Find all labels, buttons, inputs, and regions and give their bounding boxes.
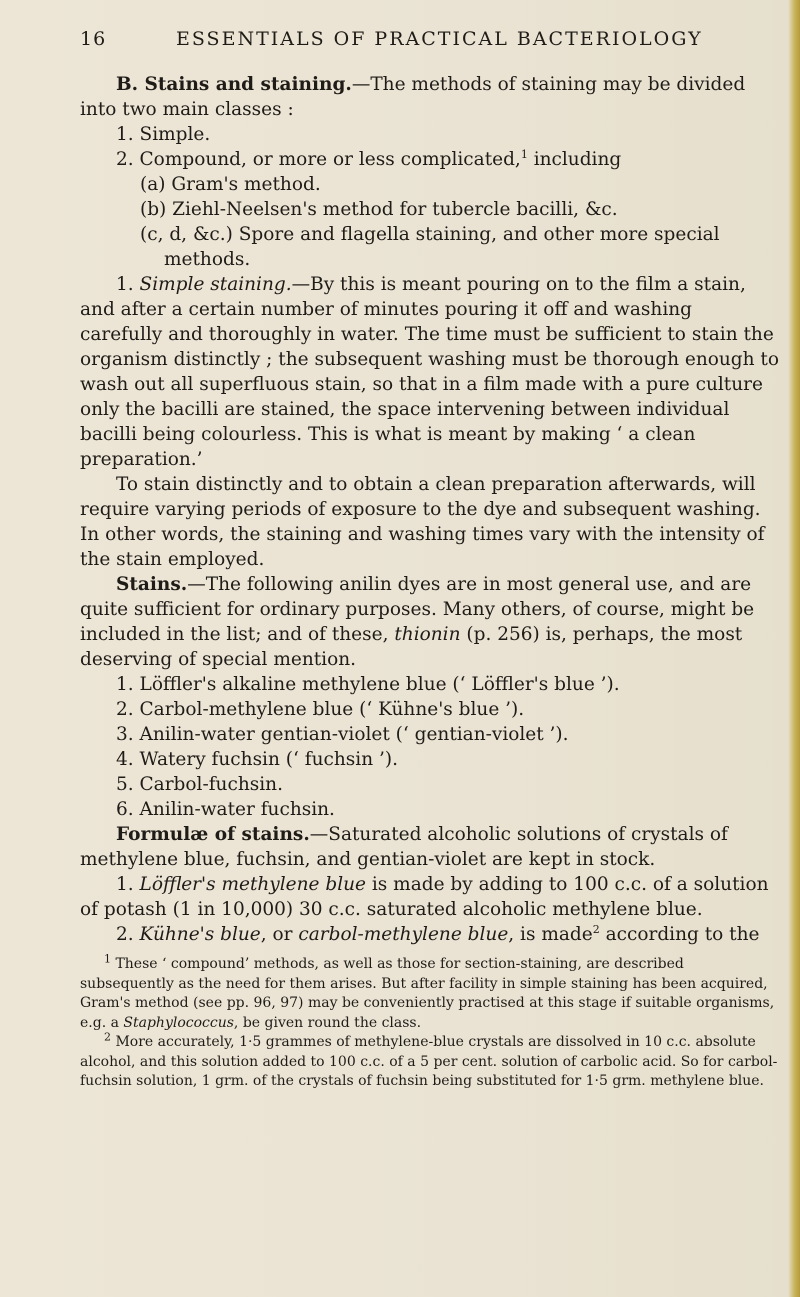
- formula-2-tail: according to the: [599, 924, 760, 945]
- class-compound-tail: including: [527, 149, 622, 170]
- class-compound: [80, 147, 780, 172]
- formula-kuhne: [80, 922, 780, 947]
- footnote-1-text: These ‘ compound’ methods, as well as those for section-staining, are described subsequently as the need for them arises. But after facility in simple staining has been acquired, Gram's method (see pp. 96, 97) may be conveniently practised at this stage if suitable organisms, e.g. a: [80, 956, 775, 1031]
- formula-1-name: Löffler's methylene blue: [139, 874, 366, 895]
- footnote-2: [80, 1030, 780, 1092]
- formula-1-num: 1.: [116, 874, 140, 895]
- class-compound-a: (a) Gram's method.: [140, 174, 321, 195]
- formula-1-text: is made by adding to 100 c.c. of a solution of potash (1 in 10,000) 30 c.c. saturated alcoholic methylene blue.: [80, 874, 769, 920]
- simple-staining-paragraph-2: To stain distinctly and to obtain a clean preparation afterwards, will require varying periods of exposure to the dye and subsequent washing. In other words, the staining and washing times vary with the intensity of the stain employed.: [80, 474, 765, 570]
- page-header: [80, 28, 780, 58]
- stain-item: 4. Watery fuchsin (‘ fuchsin ’).: [116, 749, 398, 770]
- footnote-1-italic: Staphylococcus: [123, 1014, 234, 1031]
- page-edge: [788, 0, 800, 1297]
- footnote-1: [80, 952, 780, 1033]
- formula-2-name: Kühne's blue: [139, 924, 261, 945]
- simple-staining-paragraph: [80, 272, 780, 472]
- stains-paragraph: [80, 572, 780, 672]
- running-title: ESSENTIALS OF PRACTICAL BACTERIOLOGY: [176, 28, 703, 50]
- stains-text-before: —The following anilin dyes are in most general use, and are quite sufficient for ordinary purposes. Many others, of course, might be included in the list; and of these,: [80, 574, 755, 645]
- footnote-1-tail: , be given round the class.: [233, 1014, 422, 1031]
- footnotes: [80, 952, 780, 1092]
- formulae-paragraph: [80, 822, 780, 872]
- stain-item: 3. Anilin-water gentian-violet (‘ gentian-violet ’).: [116, 724, 569, 745]
- footnote-ref-1: 1: [520, 147, 528, 161]
- stain-item: 2. Carbol-methylene blue (‘ Kühne's blue ’).: [116, 699, 525, 720]
- simple-staining-heading: Simple staining.: [139, 274, 292, 295]
- simple-staining-text: —By this is meant pouring on to the film a stain, and after a certain number of minutes pouring it off and washing carefully and thoroughly in water. The time must be sufficient to stain the organism distinctly ; the subsequent washing must be thorough enough to wash out all superfluous stain, so that in a film made with a pure culture only the bacilli are stained, the space intervening between individual bacilli being colourless. This is what is meant by making ‘ a clean preparation.’: [80, 274, 779, 470]
- footnote-1-mark: 1: [104, 952, 111, 966]
- stain-item: 1. Löffler's alkaline methylene blue (‘ Löffler's blue ’).: [116, 674, 620, 695]
- formulae-heading: Formulæ of stains.: [116, 824, 310, 845]
- page-number: 16: [80, 28, 107, 50]
- formula-loffler: [80, 872, 780, 922]
- formula-2-or: , or: [260, 924, 299, 945]
- formula-2-text: , is made: [508, 924, 593, 945]
- formulae-text: —Saturated alcoholic solutions of crystals of methylene blue, fuchsin, and gentian-violet are kept in stock.: [80, 824, 728, 870]
- class-compound-text: 2. Compound, or more or less complicated,: [116, 149, 521, 170]
- footnote-ref-2: 2: [592, 922, 600, 936]
- class-compound-b: (b) Ziehl-Neelsen's method for tubercle bacilli, &c.: [140, 199, 618, 220]
- formula-2-alt-name: carbol-methylene blue: [298, 924, 509, 945]
- class-compound-c: (c, d, &c.) Spore and flagella staining, and other more special methods.: [140, 224, 720, 270]
- class-simple: 1. Simple.: [116, 124, 211, 145]
- intro-paragraph: [80, 72, 780, 122]
- stains-text-after: (p. 256) is, perhaps, the most deserving of special mention.: [80, 624, 743, 670]
- stain-item: 6. Anilin-water fuchsin.: [116, 799, 335, 820]
- intro-heading: B. Stains and staining.: [116, 74, 352, 95]
- page-body: [80, 72, 780, 1092]
- formula-2-num: 2.: [116, 924, 140, 945]
- stain-item: 5. Carbol-fuchsin.: [116, 774, 283, 795]
- stains-heading: Stains.: [116, 574, 188, 595]
- footnote-2-mark: 2: [104, 1030, 111, 1044]
- simple-staining-num: 1.: [116, 274, 140, 295]
- stains-thionin: thionin: [394, 624, 461, 645]
- footnote-2-text: More accurately, 1·5 grammes of methylene-blue crystals are dissolved in 10 c.c. absolute alcohol, and this solution added to 100 c.c. of a 5 per cent. solution of carbolic acid. So for carbol-fuchsin solution, 1 grm. of the crystals of fuchsin being substituted for 1·5 grm. methylene blue.: [80, 1034, 778, 1089]
- intro-text: —The methods of staining may be divided into two main classes :: [80, 74, 746, 120]
